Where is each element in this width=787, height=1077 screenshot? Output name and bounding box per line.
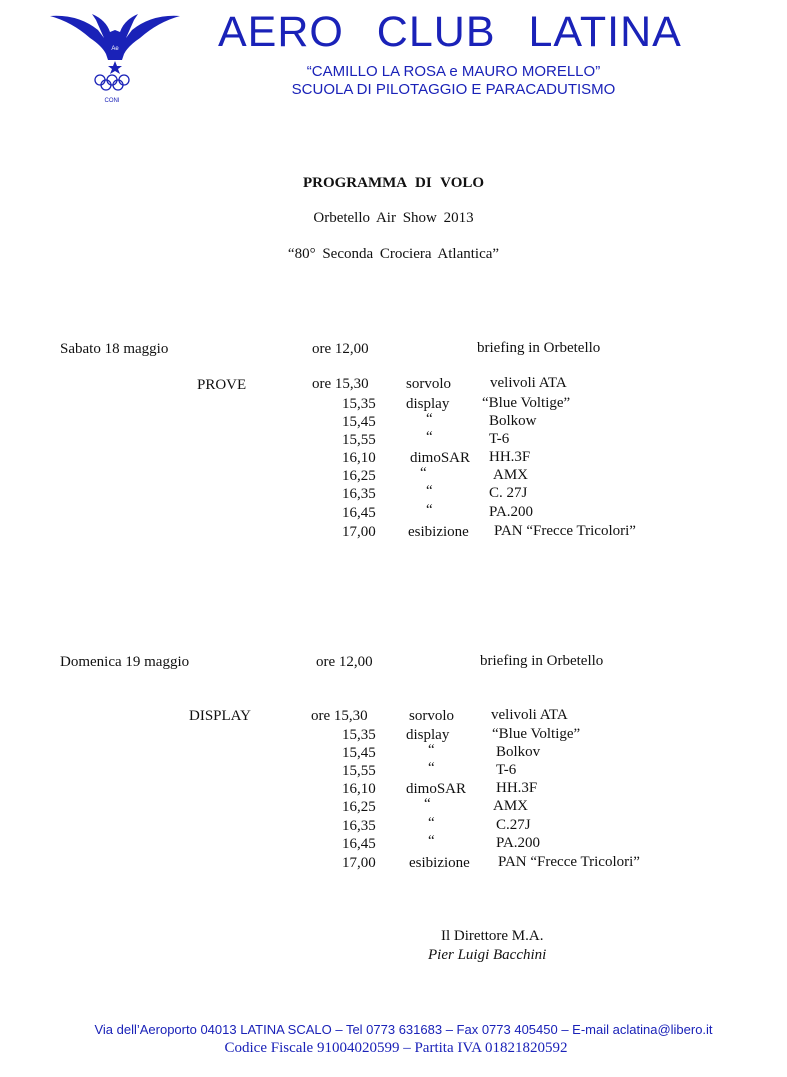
schedule-type: dimoSAR bbox=[406, 781, 467, 797]
schedule-time: 16,25 bbox=[342, 468, 376, 484]
schedule-time: 16,35 bbox=[342, 818, 376, 834]
schedule-item: C.27J bbox=[496, 817, 531, 833]
schedule-type: “ bbox=[426, 502, 433, 518]
schedule-type: “ bbox=[426, 429, 433, 445]
section-label: PROVE bbox=[197, 377, 247, 393]
schedule-time: 16,25 bbox=[342, 799, 376, 815]
schedule-item: T-6 bbox=[496, 762, 517, 778]
schedule-time: 17,00 bbox=[342, 524, 376, 540]
schedule-type: dimoSAR bbox=[410, 450, 471, 466]
schedule-item: PAN “Frecce Tricolori” bbox=[498, 854, 640, 870]
schedule-time: 16,10 bbox=[342, 781, 376, 797]
section-label: DISPLAY bbox=[189, 708, 251, 724]
schedule-time: 15,45 bbox=[342, 414, 376, 430]
schedule-item: Bolkov bbox=[496, 744, 541, 760]
schedule-time: ore 15,30 bbox=[311, 708, 368, 724]
schedule-time: ore 15,30 bbox=[312, 376, 369, 392]
schedule-item: Bolkow bbox=[489, 413, 537, 429]
schedule-type: “ bbox=[428, 760, 435, 776]
schedule-type: “ bbox=[428, 815, 435, 831]
schedule-time: 16,45 bbox=[342, 505, 376, 521]
schedule-type: esibizione bbox=[408, 524, 469, 540]
club-subtitle-school: SCUOLA DI PILOTAGGIO E PARACADUTISMO bbox=[291, 81, 616, 98]
signature-name: Pier Luigi Bacchini bbox=[428, 947, 547, 963]
schedule-type: sorvolo bbox=[409, 708, 454, 724]
footer-tax-codes: Codice Fiscale 91004020599 – Partita IVA 01821820592 bbox=[224, 1040, 568, 1056]
schedule-item: AMX bbox=[493, 798, 529, 814]
footer-address: Via dell’Aeroporto 04013 LATINA SCALO – Tel 0773 631683 – Fax 0773 405450 – E-mail aclatina@libero.it bbox=[94, 1022, 713, 1037]
schedule-time: 16,10 bbox=[342, 450, 376, 466]
schedule-time: 15,35 bbox=[342, 396, 376, 412]
day-date: Sabato 18 maggio bbox=[60, 341, 169, 357]
schedule-type: “ bbox=[428, 742, 435, 758]
event-name: Orbetello Air Show 2013 bbox=[313, 210, 474, 226]
schedule-time: 15,55 bbox=[342, 432, 376, 448]
schedule-item: PAN “Frecce Tricolori” bbox=[494, 523, 636, 539]
day-briefing-activity: briefing in Orbetello bbox=[480, 653, 604, 669]
svg-text:Ae: Ae bbox=[111, 46, 119, 52]
schedule-time: 15,55 bbox=[342, 763, 376, 779]
schedule-time: 16,35 bbox=[342, 486, 376, 502]
day-briefing-time: ore 12,00 bbox=[312, 341, 369, 357]
schedule-time: 16,45 bbox=[342, 836, 376, 852]
day-date: Domenica 19 maggio bbox=[60, 654, 190, 670]
schedule-type: “ bbox=[426, 483, 433, 499]
schedule-time: 15,35 bbox=[342, 727, 376, 743]
schedule-item: “Blue Voltige” bbox=[482, 395, 571, 411]
schedule-type: “ bbox=[420, 465, 427, 481]
schedule-item: velivoli ATA bbox=[491, 707, 568, 723]
schedule-type: esibizione bbox=[409, 855, 470, 871]
schedule-type: “ bbox=[424, 796, 431, 812]
day-briefing-activity: briefing in Orbetello bbox=[477, 340, 601, 356]
schedule-type: “ bbox=[426, 411, 433, 427]
logo-text: CONI bbox=[104, 98, 120, 104]
schedule-item: HH.3F bbox=[489, 449, 531, 465]
schedule-item: HH.3F bbox=[496, 780, 538, 796]
schedule-item: PA.200 bbox=[489, 504, 534, 520]
club-title: AERO CLUB LATINA bbox=[218, 8, 682, 56]
signature-role: Il Direttore M.A. bbox=[441, 928, 544, 944]
schedule-type: display bbox=[406, 727, 450, 743]
schedule-time: 17,00 bbox=[342, 855, 376, 871]
program-title: PROGRAMMA DI VOLO bbox=[302, 175, 485, 191]
schedule-item: AMX bbox=[493, 467, 529, 483]
event-subtitle: “80° Seconda Crociera Atlantica” bbox=[287, 246, 500, 262]
schedule-item: T-6 bbox=[489, 431, 510, 447]
club-subtitle-names: “CAMILLO LA ROSA e MAURO MORELLO” bbox=[306, 63, 601, 80]
schedule-item: “Blue Voltige” bbox=[492, 726, 581, 742]
schedule-item: C. 27J bbox=[489, 485, 528, 501]
schedule-item: velivoli ATA bbox=[490, 375, 567, 391]
schedule-item: PA.200 bbox=[496, 835, 541, 851]
day-briefing-time: ore 12,00 bbox=[316, 654, 373, 670]
schedule-time: 15,45 bbox=[342, 745, 376, 761]
schedule-type: “ bbox=[428, 833, 435, 849]
schedule-type: sorvolo bbox=[406, 376, 451, 392]
schedule-type: display bbox=[406, 396, 450, 412]
